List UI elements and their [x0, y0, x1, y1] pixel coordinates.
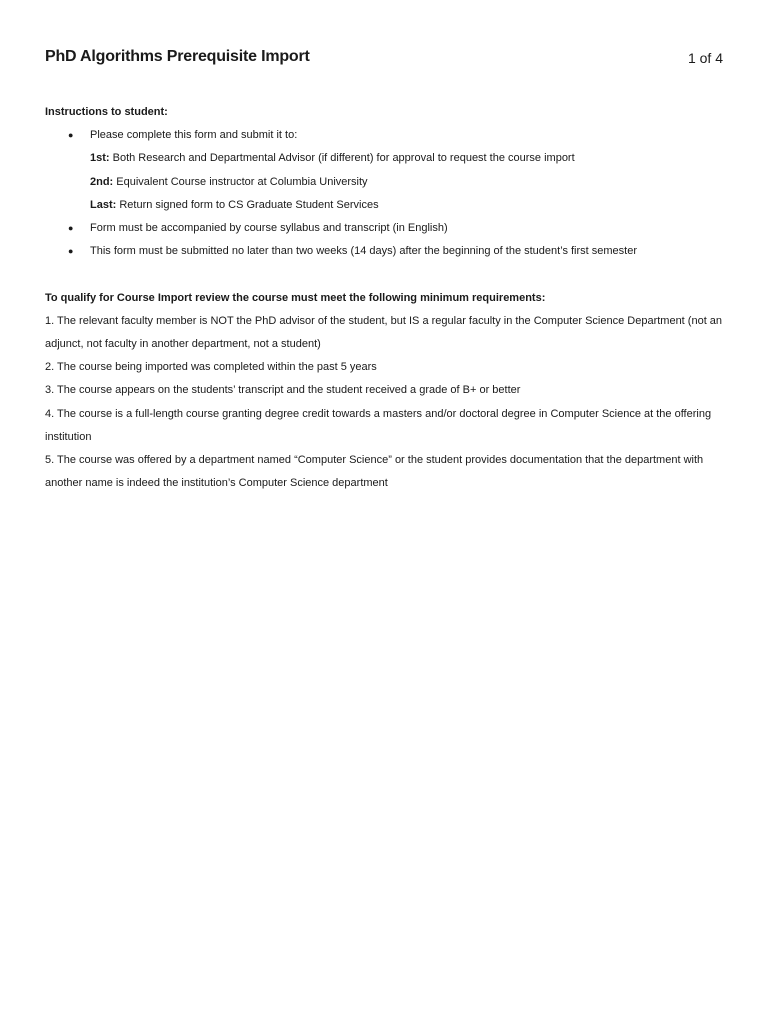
bullet-icon: ● — [68, 130, 74, 141]
step-second — [45, 171, 735, 194]
requirement-item: 5. The course was offered by a department named “Computer Science” or the student provides documentation that the department with another name is indeed the institution’s Computer Science department — [45, 453, 704, 490]
requirement-item: 3. The course appears on the students’ transcript and the student received a grade of B+ or better — [45, 384, 521, 397]
step-text: Return signed form to CS Graduate Student Services — [116, 198, 379, 211]
spacer — [45, 263, 735, 286]
step-label: Last: — [90, 198, 117, 211]
step-first — [45, 147, 735, 170]
instructions-heading: Instructions to student: — [45, 106, 168, 118]
step-label: 1st: — [90, 152, 110, 165]
instructions-list-continued — [45, 217, 735, 263]
page-header — [45, 48, 723, 72]
list-item — [45, 217, 735, 240]
bullet-text: This form must be submitted no later than two weeks (14 days) after the beginning of the student’s first semester — [90, 245, 638, 258]
bullet-icon: ● — [68, 222, 74, 233]
requirements-heading: To qualify for Course Import review the course must meet the following minimum requirements: — [45, 291, 546, 304]
instructions-list — [45, 124, 735, 147]
document-body — [45, 101, 735, 495]
bullet-text: Please complete this form and submit it to: — [90, 129, 298, 142]
requirement-item: 2. The course being imported was completed within the past 5 years — [45, 361, 377, 374]
bullet-icon: ● — [68, 246, 74, 257]
step-last — [45, 194, 735, 217]
step-text: Both Research and Departmental Advisor (if different) for approval to request the course import — [109, 152, 575, 165]
bullet-text: Form must be accompanied by course syllabus and transcript (in English) — [90, 221, 448, 234]
step-label: 2nd: — [90, 175, 114, 188]
list-item — [45, 124, 735, 147]
list-item — [45, 240, 735, 263]
requirement-item: 4. The course is a full-length course granting degree credit towards a masters and/or doctoral degree in Computer Science at the offering institution — [45, 407, 712, 443]
page-title: PhD Algorithms Prerequisite Import — [45, 48, 310, 65]
page-indicator: 1 of 4 — [687, 50, 723, 66]
requirement-item: 1. The relevant faculty member is NOT the PhD advisor of the student, but IS a regular faculty in the Computer Science Department (not an adjunct, not faculty in another department, not a student) — [45, 314, 723, 350]
step-text: Equivalent Course instructor at Columbia University — [113, 175, 368, 188]
